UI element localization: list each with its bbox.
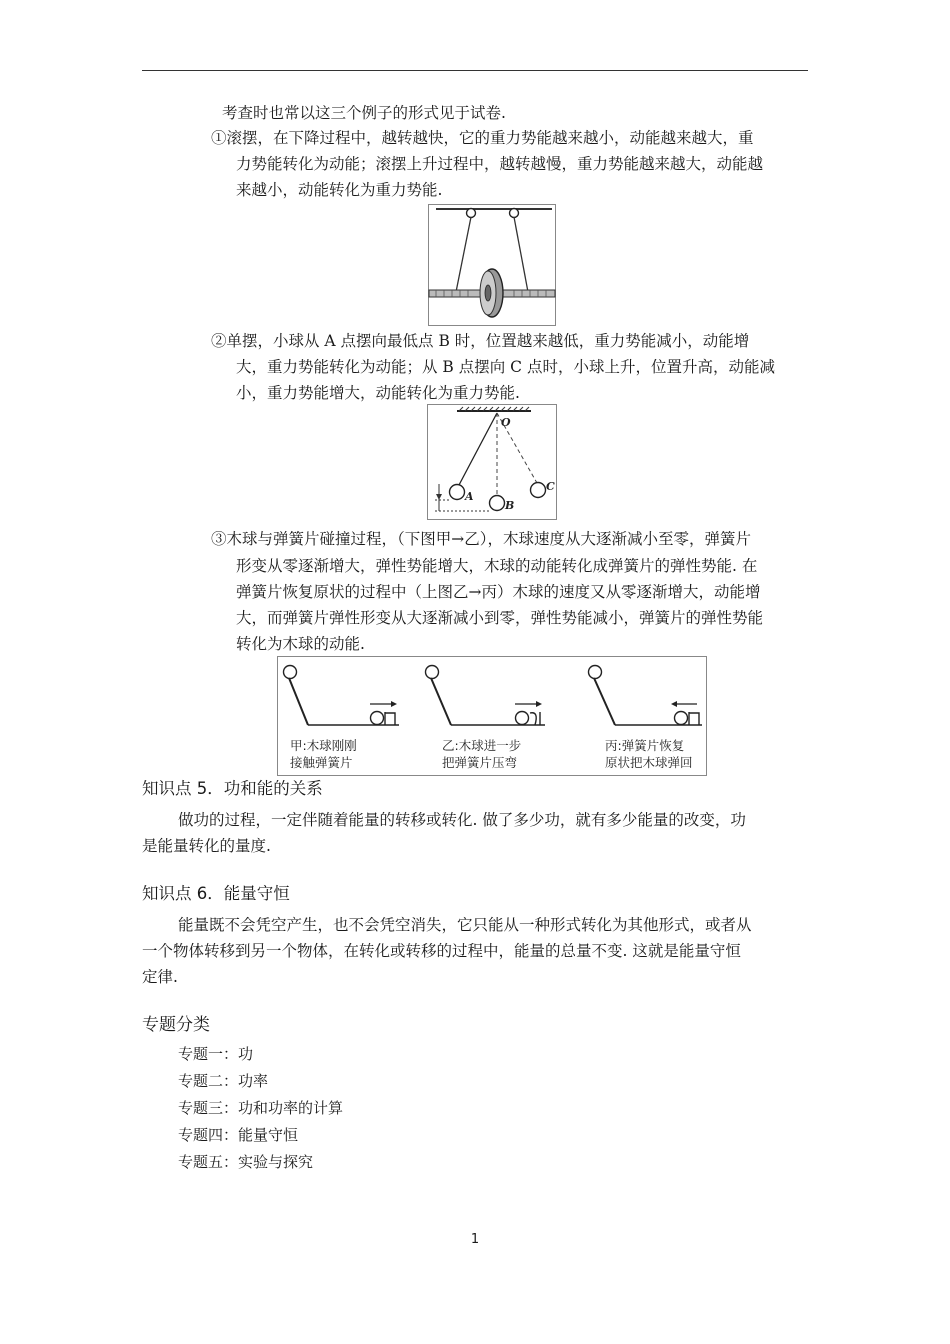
- label-o: O: [501, 416, 511, 429]
- example-2-line-1: ②单摆，小球从 A 点摆向最低点 B 时，位置越来越低，重力势能减小，动能增: [211, 332, 750, 350]
- example-2-line-2: 大，重力势能转化为动能；从 B 点摆向 C 点时，小球上升，位置升高，动能减: [236, 358, 775, 376]
- example-1-line-1: ①滚摆，在下降过程中，越转越快，它的重力势能越来越小，动能越来越大，重: [211, 129, 754, 147]
- example-1-line-3: 来越小，动能转化为重力势能.: [236, 181, 443, 199]
- spring-panel-jia: [284, 666, 400, 726]
- example-3-line-2: 形变从零逐渐增大，弹性势能增大，木球的动能转化成弹簧片的弹性势能. 在: [236, 557, 758, 575]
- caption-jia-line-1: 甲:木球刚刚: [290, 738, 357, 753]
- kp5-line-2: 是能量转化的量度.: [142, 837, 271, 855]
- example-1-line-2: 力势能转化为动能；滚摆上升过程中，越转越慢，重力势能越来越大，动能越: [236, 155, 764, 173]
- spring-ball-figure: [277, 656, 707, 776]
- topic-item-5: 专题五：实验与探究: [178, 1153, 314, 1171]
- pendulum-figure: [427, 404, 557, 520]
- label-c: C: [546, 480, 555, 493]
- intro-text: 考查时也常以这三个例子的形式见于试卷.: [222, 104, 506, 122]
- example-3-line-5: 转化为木球的动能.: [236, 635, 365, 653]
- maxwell-wheel-figure: [428, 204, 556, 326]
- topics-title: 专题分类: [142, 1015, 210, 1035]
- topic-item-1: 专题一：功: [178, 1045, 254, 1063]
- caption-jia-line-2: 接触弹簧片: [290, 755, 353, 770]
- example-3-line-1: ③木球与弹簧片碰撞过程，（下图甲→乙），木球速度从大逐渐减小至零，弹簧片: [211, 530, 751, 548]
- header-rule: [142, 70, 808, 71]
- spring-panel-bing: [589, 666, 703, 726]
- example-2-line-3: 小，重力势能增大，动能转化为重力势能.: [236, 384, 520, 402]
- kp6-title: 知识点 6．能量守恒: [142, 884, 290, 903]
- topic-item-3: 专题三：功和功率的计算: [178, 1099, 344, 1117]
- page-number: 1: [470, 1232, 480, 1247]
- label-b: B: [505, 499, 515, 512]
- example-3-line-4: 大，而弹簧片弹性形变从大逐渐减小到零，弹性势能减小，弹簧片的弹性势能: [236, 609, 764, 627]
- kp6-line-3: 定律.: [142, 968, 178, 986]
- kp6-line-2: 一个物体转移到另一个物体，在转化或转移的过程中，能量的总量不变. 这就是能量守恒: [142, 942, 741, 960]
- kp5-title: 知识点 5．功和能的关系: [142, 779, 323, 798]
- label-a: A: [465, 490, 474, 503]
- caption-bing-line-2: 原状把木球弹回: [605, 755, 693, 770]
- caption-yi-line-1: 乙:木球进一步: [442, 738, 522, 753]
- spring-panel-yi: [426, 666, 546, 726]
- example-3-line-3: 弹簧片恢复原状的过程中（上图乙→丙）木球的速度又从零逐渐增大，动能增: [236, 583, 761, 601]
- topic-item-4: 专题四：能量守恒: [178, 1126, 299, 1144]
- caption-yi-line-2: 把弹簧片压弯: [442, 755, 518, 770]
- topic-item-2: 专题二：功率: [178, 1072, 269, 1090]
- kp5-line-1: 做功的过程，一定伴随着能量的转移或转化. 做了多少功，就有多少能量的改变，功: [178, 811, 746, 829]
- caption-bing-line-1: 丙:弹簧片恢复: [605, 738, 685, 753]
- kp6-line-1: 能量既不会凭空产生，也不会凭空消失，它只能从一种形式转化为其他形式，或者从: [178, 916, 752, 934]
